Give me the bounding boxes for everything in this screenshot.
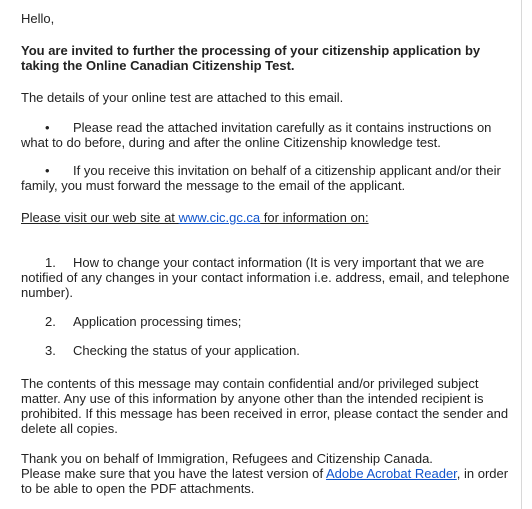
list-item bbox=[21, 343, 511, 358]
acrobat-prefix: Please make sure that you have the latest version of bbox=[21, 466, 326, 481]
confidentiality-notice: The contents of this message may contain confidential and/or privileged subject matter. Any use of this information by anyone other than the intended recipient is prohibited. If this message has been received in error, please contact the sender and delete all copies. bbox=[21, 376, 509, 436]
list-item bbox=[21, 255, 511, 300]
list-item bbox=[21, 120, 511, 150]
list-item-text-continued: family, you must forward the message to the email of the applicant. bbox=[21, 178, 406, 193]
adobe-acrobat-link[interactable]: Adobe Acrobat Reader bbox=[325, 466, 457, 481]
list-item-text: How to change your contact information (It is very important that we are bbox=[73, 255, 485, 270]
list-item-text: Please read the attached invitation carefully as it contains instructions on bbox=[73, 120, 492, 135]
list-item-text: Application processing times; bbox=[73, 314, 242, 329]
topics-list bbox=[21, 255, 511, 358]
bullet-icon: • bbox=[45, 120, 50, 135]
cic-website-link[interactable]: www.cic.gc.ca bbox=[178, 210, 261, 225]
greeting: Hello, bbox=[21, 11, 55, 26]
visit-website-line bbox=[21, 210, 511, 225]
details-text: The details of your online test are attached to this email. bbox=[21, 90, 344, 105]
visit-prefix: Please visit our web site at bbox=[21, 210, 179, 225]
list-number: 2. bbox=[45, 314, 56, 329]
acrobat-suffix: , in order to be able to open the PDF attachments. bbox=[21, 466, 509, 496]
list-item-text-continued: notified of any changes in your contact information i.e. address, email, and telephone number). bbox=[21, 270, 510, 300]
list-number: 1. bbox=[45, 255, 56, 270]
list-item-text: Checking the status of your application. bbox=[73, 343, 300, 358]
list-number: 3. bbox=[45, 343, 56, 358]
invitation-heading: You are invited to further the processing of your citizenship application by taking the Online Canadian Citizenship Test. bbox=[21, 43, 481, 73]
list-item-text: If you receive this invitation on behalf of a citizenship applicant and/or their bbox=[73, 163, 501, 178]
list-item-text-continued: what to do before, during and after the online Citizenship knowledge test. bbox=[21, 135, 441, 150]
list-item bbox=[21, 163, 511, 193]
bullet-icon: • bbox=[45, 163, 50, 178]
list-item bbox=[21, 314, 511, 329]
email-content bbox=[21, 11, 511, 496]
visit-suffix: for information on: bbox=[260, 210, 369, 225]
thanks-line: Thank you on behalf of Immigration, Refugees and Citizenship Canada. bbox=[21, 451, 433, 466]
instructions-list bbox=[21, 120, 511, 193]
acrobat-line bbox=[21, 466, 511, 496]
